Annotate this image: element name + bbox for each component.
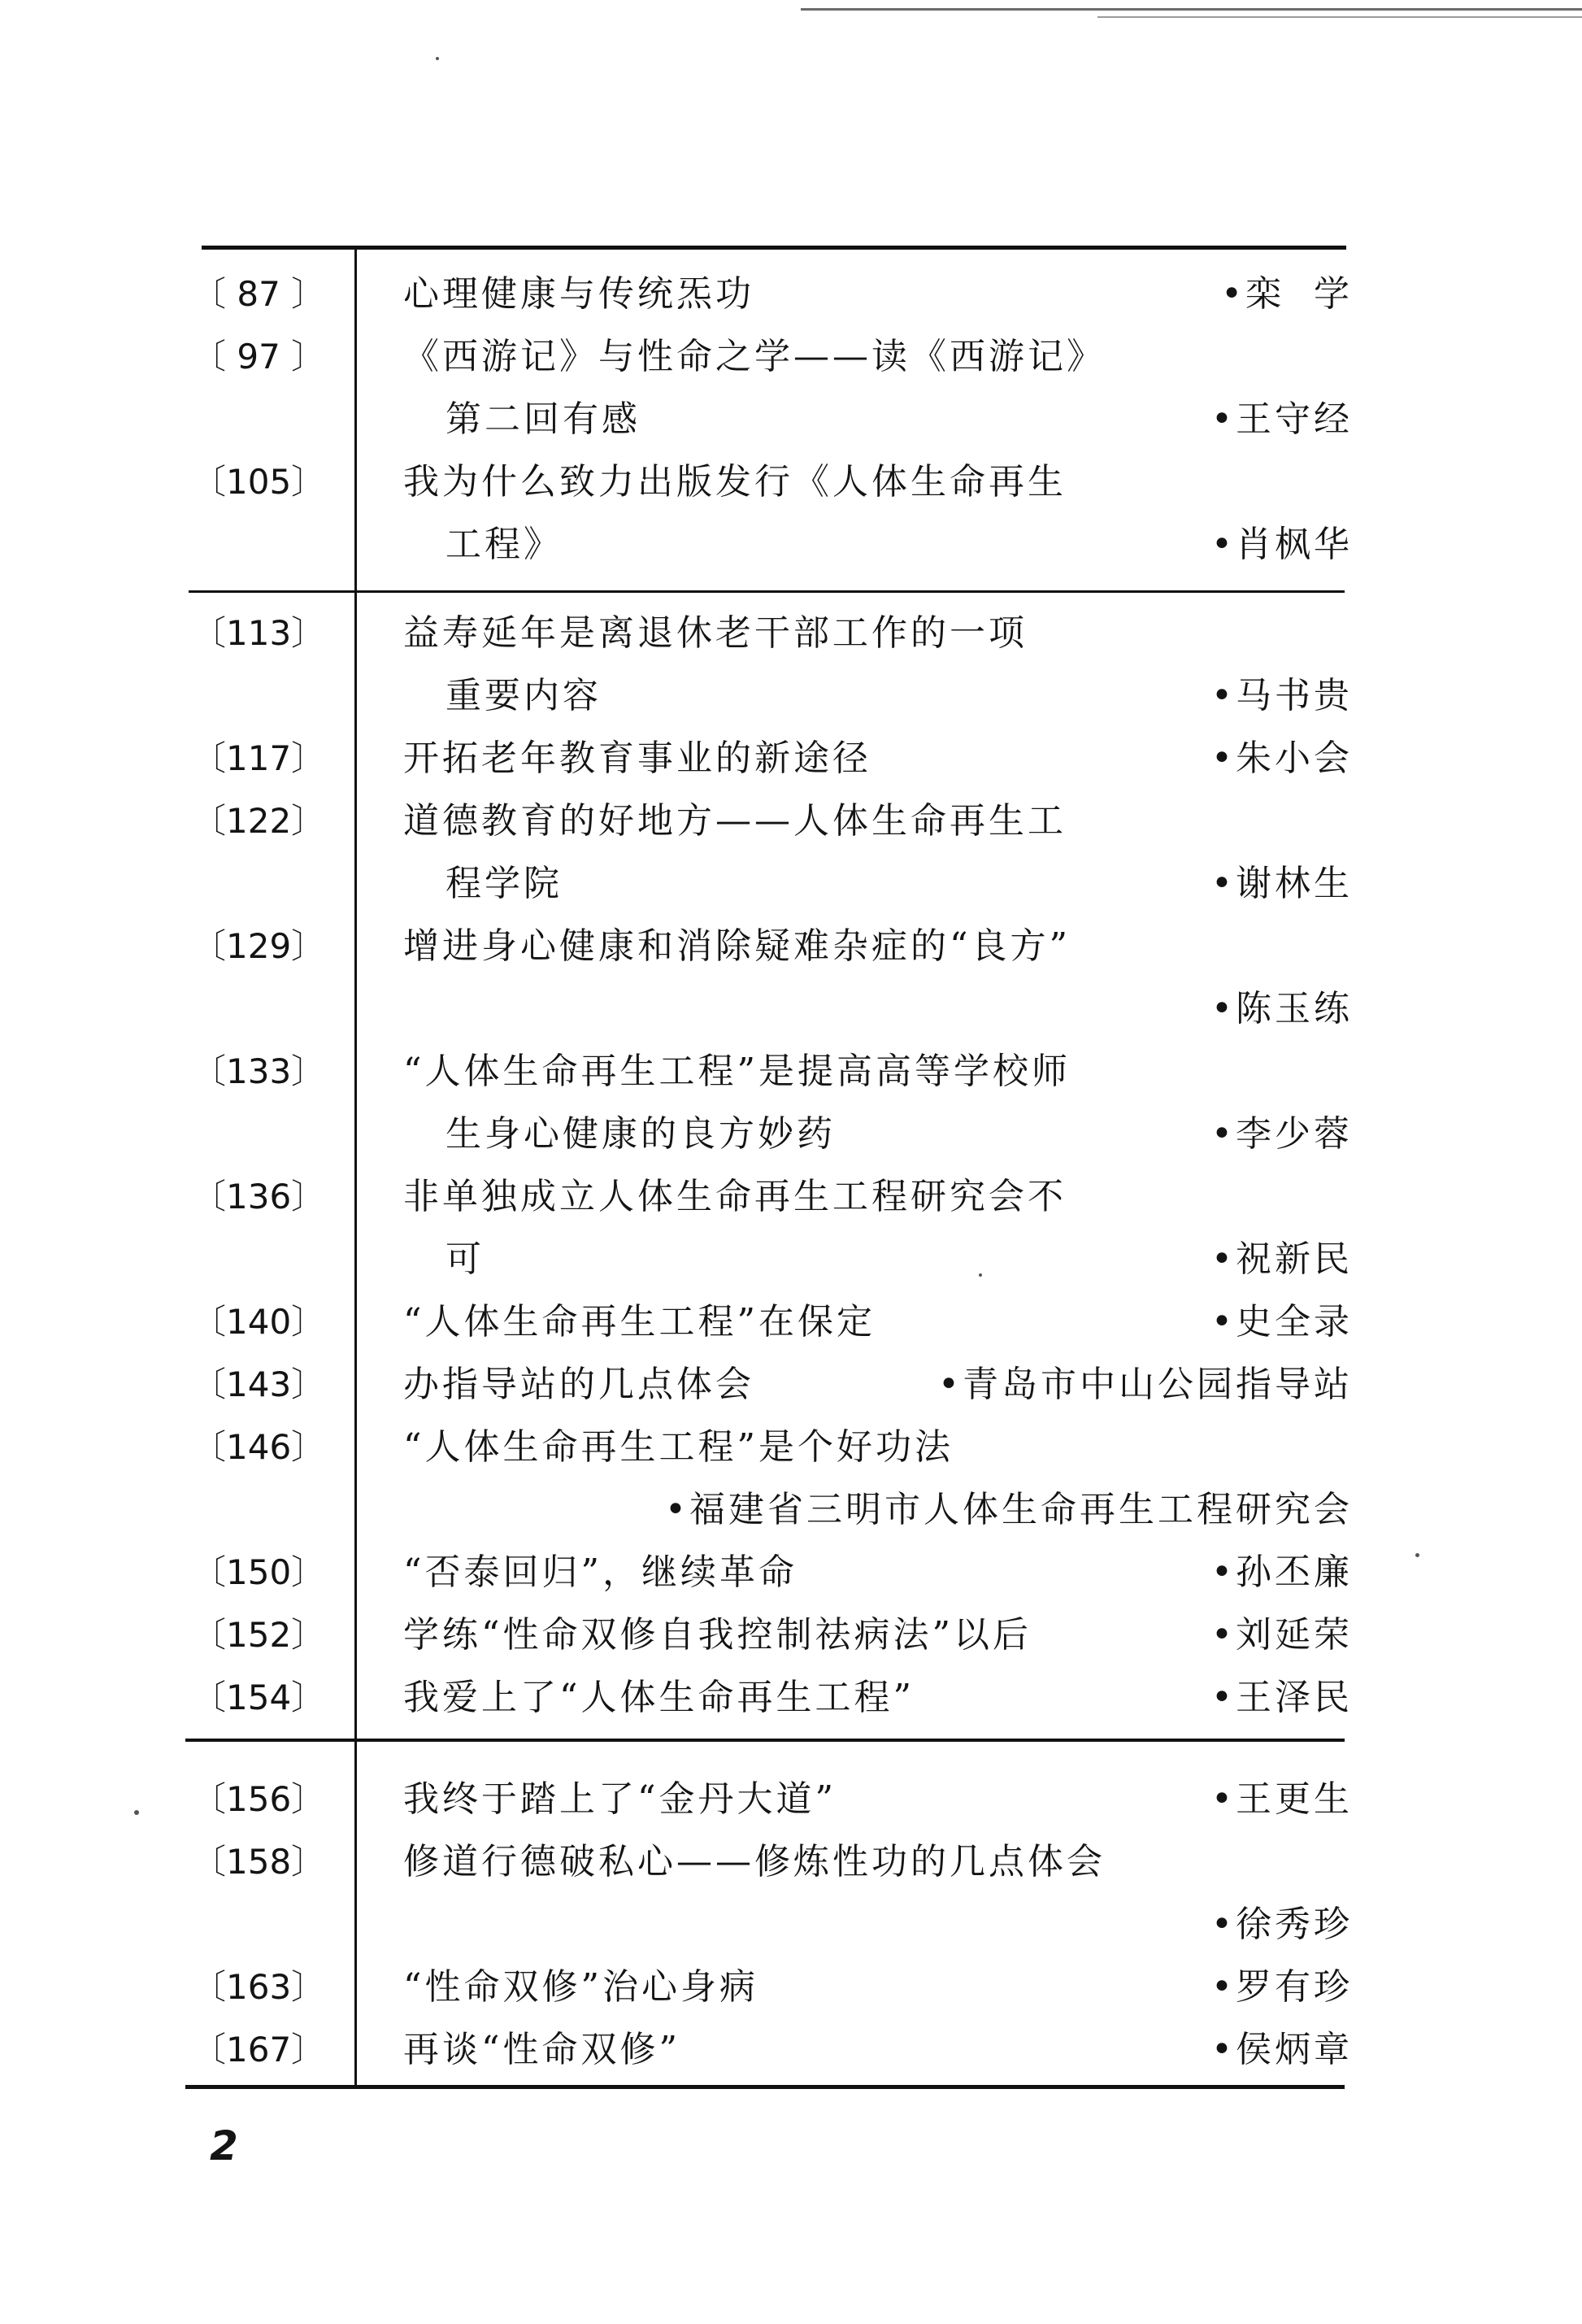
entry-author: •青岛市中山公园指导站 (938, 1364, 1353, 1405)
entry-title: 办指导站的几点体会 (403, 1364, 754, 1405)
toc-entry (0, 326, 1582, 388)
page-ref: 〔105〕 (192, 462, 326, 502)
entry-title-continuation: 可 (445, 1238, 485, 1280)
entry-author: •刘延荣 (1211, 1614, 1353, 1656)
section-rule-1 (189, 590, 1345, 593)
toc-entry-continuation (0, 1479, 1582, 1541)
entry-title-continuation: 生身心健康的良方妙药 (445, 1113, 836, 1155)
entry-author: •福建省三明市人体生命再生工程研究会 (665, 1489, 1353, 1530)
toc-entry-continuation (0, 665, 1582, 727)
entry-title: 《西游记》与性命之学——读《西游记》 (403, 336, 1106, 377)
entry-author: •王更生 (1211, 1778, 1353, 1820)
entry-author: •王守经 (1211, 398, 1353, 440)
toc-entry-continuation (0, 514, 1582, 576)
page-ref: 〔156〕 (192, 1779, 326, 1819)
entry-title: 我爱上了“人体生命再生工程” (403, 1677, 915, 1718)
toc-entry-continuation (0, 1894, 1582, 1956)
entry-author: •谢林生 (1211, 863, 1353, 904)
toc-entry-continuation (0, 853, 1582, 915)
entry-title: “人体生命再生工程”是提高高等学校师 (403, 1051, 1071, 1092)
page-ref: 〔152〕 (192, 1615, 326, 1655)
toc-entry (0, 1956, 1582, 2018)
entry-title: “性命双修”治心身病 (403, 1966, 758, 2008)
entry-title: “人体生命再生工程”是个好功法 (403, 1426, 954, 1468)
entry-title: 益寿延年是离退休老干部工作的一项 (403, 612, 1028, 654)
toc-entry (0, 1354, 1582, 1416)
entry-title: 心理健康与传统炁功 (403, 273, 754, 315)
section-rule-top (202, 246, 1346, 250)
entry-title: 修道行德破私心——修炼性功的几点体会 (403, 1841, 1106, 1882)
page-ref: 〔158〕 (192, 1842, 326, 1882)
page-ref: 〔122〕 (192, 801, 326, 841)
entry-author: •王泽民 (1211, 1677, 1353, 1718)
entry-author: •史全录 (1211, 1301, 1353, 1343)
toc-entry (0, 916, 1582, 977)
entry-author: •李少蓉 (1211, 1113, 1353, 1155)
page-ref: 〔167〕 (192, 2030, 326, 2069)
toc-entry (0, 1166, 1582, 1228)
toc-entry (0, 1667, 1582, 1729)
page-ref: 〔129〕 (192, 926, 326, 966)
entry-author: •侯炳章 (1211, 2029, 1353, 2070)
toc-entry (0, 263, 1582, 325)
page-ref: 〔146〕 (192, 1427, 326, 1467)
toc-entry (0, 790, 1582, 852)
entry-title: 学练“性命双修自我控制祛病法”以后 (403, 1614, 1032, 1656)
page-ref: 〔 97 〕 (192, 337, 326, 376)
toc-entry (0, 2019, 1582, 2081)
page-ref: 〔133〕 (192, 1051, 326, 1091)
toc-entry (0, 1417, 1582, 1478)
page-ref: 〔150〕 (192, 1552, 326, 1592)
toc-entry (0, 1291, 1582, 1353)
entry-title: 我终于踏上了“金丹大道” (403, 1778, 837, 1820)
toc-entry-continuation (0, 389, 1582, 450)
entry-author: •朱小会 (1211, 738, 1353, 779)
page-ref: 〔117〕 (192, 738, 326, 778)
entry-title-continuation: 重要内容 (445, 675, 602, 716)
entry-author: •马书贵 (1211, 675, 1353, 716)
entry-author: •陈玉练 (1211, 988, 1353, 1029)
entry-author: •罗有珍 (1211, 1966, 1353, 2008)
toc-entry-continuation (0, 1229, 1582, 1290)
toc-entry (0, 1041, 1582, 1103)
page-ref: 〔136〕 (192, 1177, 326, 1216)
entry-title: 再谈“性命双修” (403, 2029, 680, 2070)
section-rule-bottom (185, 2085, 1345, 2089)
entry-title: 我为什么致力出版发行《人体生命再生 (403, 461, 1067, 503)
toc-entry (0, 1604, 1582, 1666)
page-ref: 〔154〕 (192, 1678, 326, 1717)
toc-entry (0, 1769, 1582, 1830)
entry-title: 增进身心健康和消除疑难杂症的“良方” (403, 925, 1071, 967)
entry-author: •徐秀珍 (1211, 1904, 1353, 1945)
page-ref: 〔113〕 (192, 613, 326, 653)
entry-title-continuation: 第二回有感 (445, 398, 641, 440)
toc-entry-continuation (0, 1103, 1582, 1165)
entry-title: 开拓老年教育事业的新途径 (403, 738, 871, 779)
entry-author: •祝新民 (1211, 1238, 1353, 1280)
toc-entry (0, 1542, 1582, 1604)
page-ref: 〔163〕 (192, 1967, 326, 2007)
toc-entry-continuation (0, 978, 1582, 1040)
page-ref: 〔143〕 (192, 1364, 326, 1404)
toc-entry (0, 728, 1582, 790)
entry-title-continuation: 工程》 (445, 524, 563, 565)
entry-author: •肖枫华 (1211, 524, 1353, 565)
section-rule-2 (185, 1739, 1345, 1742)
page-ref: 〔 87 〕 (192, 274, 326, 314)
entry-title: “否泰回归”，继续革命 (403, 1552, 798, 1593)
entry-author: •栾 学 (1221, 273, 1353, 315)
entry-title: “人体生命再生工程”在保定 (403, 1301, 876, 1343)
entry-title-continuation: 程学院 (445, 863, 563, 904)
entry-title: 非单独成立人体生命再生工程研究会不 (403, 1176, 1067, 1217)
entry-author: •孙丕廉 (1211, 1552, 1353, 1593)
scan-top-rule (801, 8, 1582, 11)
toc-entry (0, 1831, 1582, 1893)
page-number: 2 (210, 2122, 238, 2170)
toc-entry (0, 603, 1582, 664)
toc-entry (0, 451, 1582, 513)
page-ref: 〔140〕 (192, 1302, 326, 1342)
scan-top-rule-thin (1097, 16, 1582, 18)
scan-speck (436, 57, 439, 60)
entry-title: 道德教育的好地方——人体生命再生工 (403, 800, 1067, 842)
